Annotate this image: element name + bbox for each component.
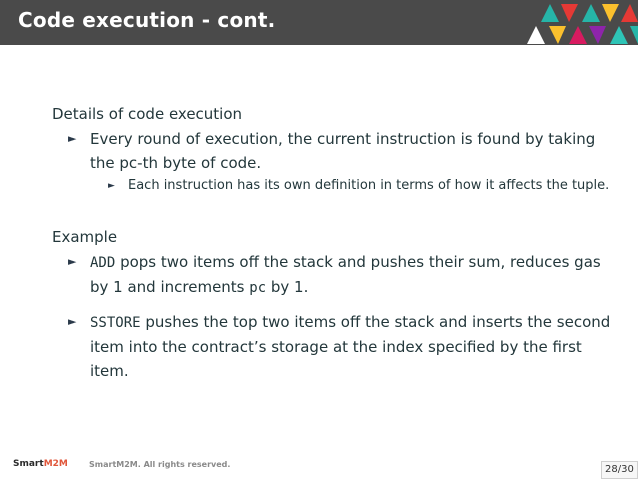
slide-title: Code execution - cont. (18, 8, 276, 32)
code-keyword: pc (249, 280, 267, 296)
code-keyword: ADD (90, 255, 116, 271)
slide-content (52, 103, 612, 383)
triangle-bullet-icon: ► (68, 315, 77, 328)
list-item (52, 127, 612, 175)
page-number: 28/30 (601, 461, 638, 479)
code-keyword: SSTORE (90, 315, 141, 331)
list-item (52, 310, 612, 383)
decorative-triangles (503, 0, 638, 45)
list-item-text: by 1. (266, 278, 309, 296)
logo-smart-text: Smart (13, 459, 44, 469)
list-item-text: pushes the top two items off the stack and inserts the second item into the contract’s storage at the index specified by the first item. (90, 313, 611, 380)
logo-m2m-text: M2M (43, 459, 68, 469)
list-item (52, 250, 612, 300)
header-bar (0, 0, 638, 45)
section-heading-example: Example (52, 228, 118, 246)
list-item-text: pops two items off the stack and pushes their sum, reduces gas by 1 and increments (90, 253, 601, 296)
list-item-text: Every round of execution, the current instruction is found by taking the pc-th byte of code. (90, 130, 596, 172)
sub-list-item-text: Each instruction has its own definition in terms of how it affects the tuple. (128, 178, 610, 193)
triangle-bullet-icon: ► (68, 132, 77, 145)
triangle-bullet-icon: ► (68, 255, 77, 268)
sub-list-item (52, 176, 612, 196)
footer-logo (13, 459, 68, 469)
section-heading-details: Details of code execution (52, 105, 243, 123)
triangle-bullet-icon: ► (108, 181, 115, 191)
footer-copyright: SmartM2M. All rights reserved. (89, 460, 231, 469)
